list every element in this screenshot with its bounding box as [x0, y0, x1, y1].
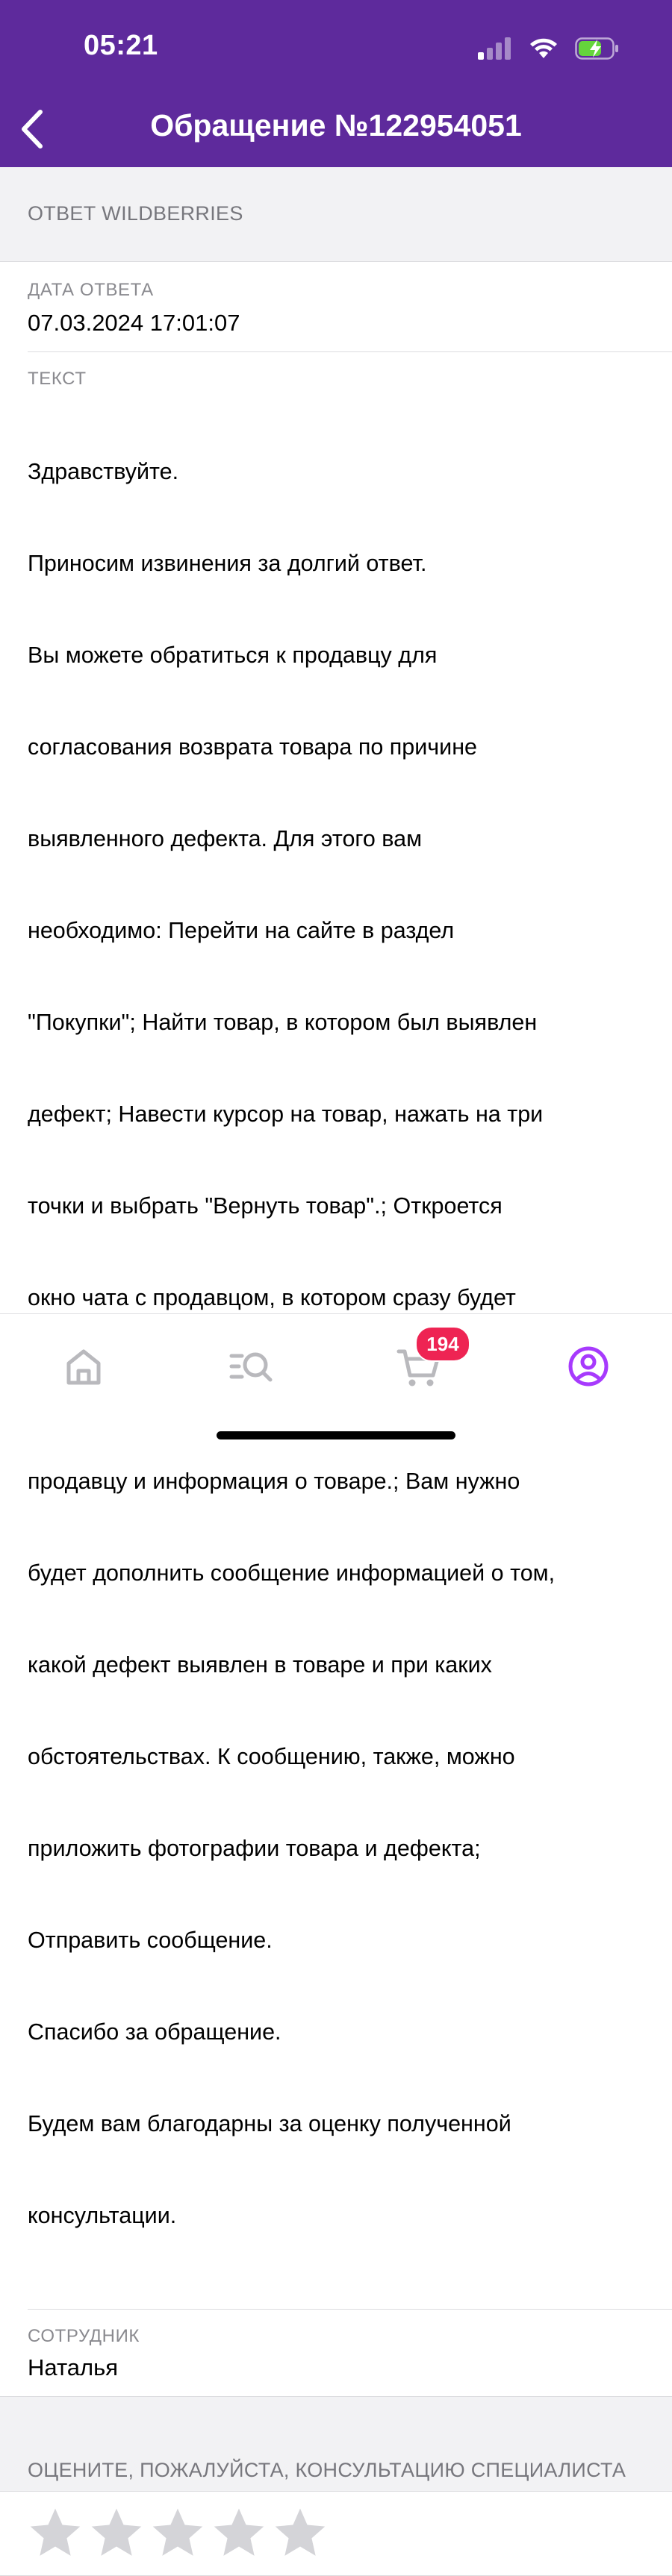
page-title: Обращение №122954051	[150, 108, 522, 143]
date-value: 07.03.2024 17:01:07	[28, 310, 240, 336]
star-icon[interactable]	[150, 2505, 205, 2560]
text-line: обстоятельствах. К сообщению, также, можно	[28, 1744, 515, 1769]
star-icon[interactable]	[211, 2505, 267, 2560]
text-line: консультации.	[28, 2203, 177, 2228]
date-label: ДАТА ОТВЕТА	[28, 280, 154, 300]
star-icon[interactable]	[28, 2505, 83, 2560]
signal-icon	[478, 37, 512, 60]
text-line: Приносим извинения за долгий ответ.	[28, 551, 427, 576]
text-line: какой дефект выявлен в товаре и при каких	[28, 1652, 492, 1678]
employee-label: СОТРУДНИК	[28, 2326, 140, 2346]
text-line: точки и выбрать "Вернуть товар".; Откроется	[28, 1193, 503, 1219]
text-line: выявленного дефекта. Для этого вам	[28, 826, 423, 851]
text-line: Будем вам благодарны за оценку полученной	[28, 2111, 511, 2136]
star-rating[interactable]	[0, 2505, 672, 2560]
text-line: Здравствуйте.	[28, 459, 179, 484]
answer-section-header	[0, 167, 672, 262]
text-line: Спасибо за обращение.	[28, 2019, 281, 2045]
text-line: продавцу и информация о товаре.; Вам нужно	[28, 1469, 520, 1494]
tab-profile[interactable]	[559, 1337, 618, 1396]
star-icon[interactable]	[89, 2505, 144, 2560]
text-line: дефект; Навести курсор на товар, нажать на три	[28, 1101, 544, 1127]
tab-home[interactable]	[54, 1337, 113, 1396]
tab-catalog[interactable]	[221, 1337, 281, 1396]
text-label: ТЕКСТ	[28, 369, 87, 389]
star-icon[interactable]	[273, 2505, 328, 2560]
battery-icon	[575, 37, 620, 60]
catalog-search-icon	[221, 1337, 281, 1396]
answer-section-heading: ОТВЕТ WILDBERRIES	[28, 202, 243, 225]
text-line: необходимо: Перейти на сайте в раздел	[28, 918, 455, 943]
employee-name: Наталья	[28, 2354, 119, 2380]
text-line: приложить фотографии товара и дефекта;	[28, 1836, 481, 1861]
status-time: 05:21	[84, 30, 158, 61]
text-line: будет дополнить сообщение информацией о том,	[28, 1560, 556, 1586]
rating-section-heading: ОЦЕНИТЕ, ПОЖАЛУЙСТА, КОНСУЛЬТАЦИЮ СПЕЦИАЛИСТА	[28, 2459, 626, 2481]
rating-field	[0, 2492, 672, 2576]
rating-section-header	[0, 2396, 672, 2492]
date-field	[0, 262, 672, 351]
text-line: Отправить сообщение.	[28, 1928, 273, 1953]
home-icon	[54, 1337, 113, 1396]
text-line: согласования возврата товара по причине	[28, 734, 478, 760]
text-line: Вы можете обратиться к продавцу для	[28, 643, 438, 668]
home-indicator	[217, 1431, 455, 1439]
employee-field	[0, 2310, 672, 2396]
text-line: окно чата с продавцом, в котором сразу будет	[28, 1285, 516, 1310]
text-line: "Покупки"; Найти товар, в котором был выявлен	[28, 1010, 538, 1035]
cart-badge: 194	[415, 1326, 470, 1362]
wifi-icon	[529, 37, 559, 60]
status-icons	[478, 36, 620, 61]
profile-icon	[559, 1337, 618, 1396]
app-header	[0, 0, 672, 167]
